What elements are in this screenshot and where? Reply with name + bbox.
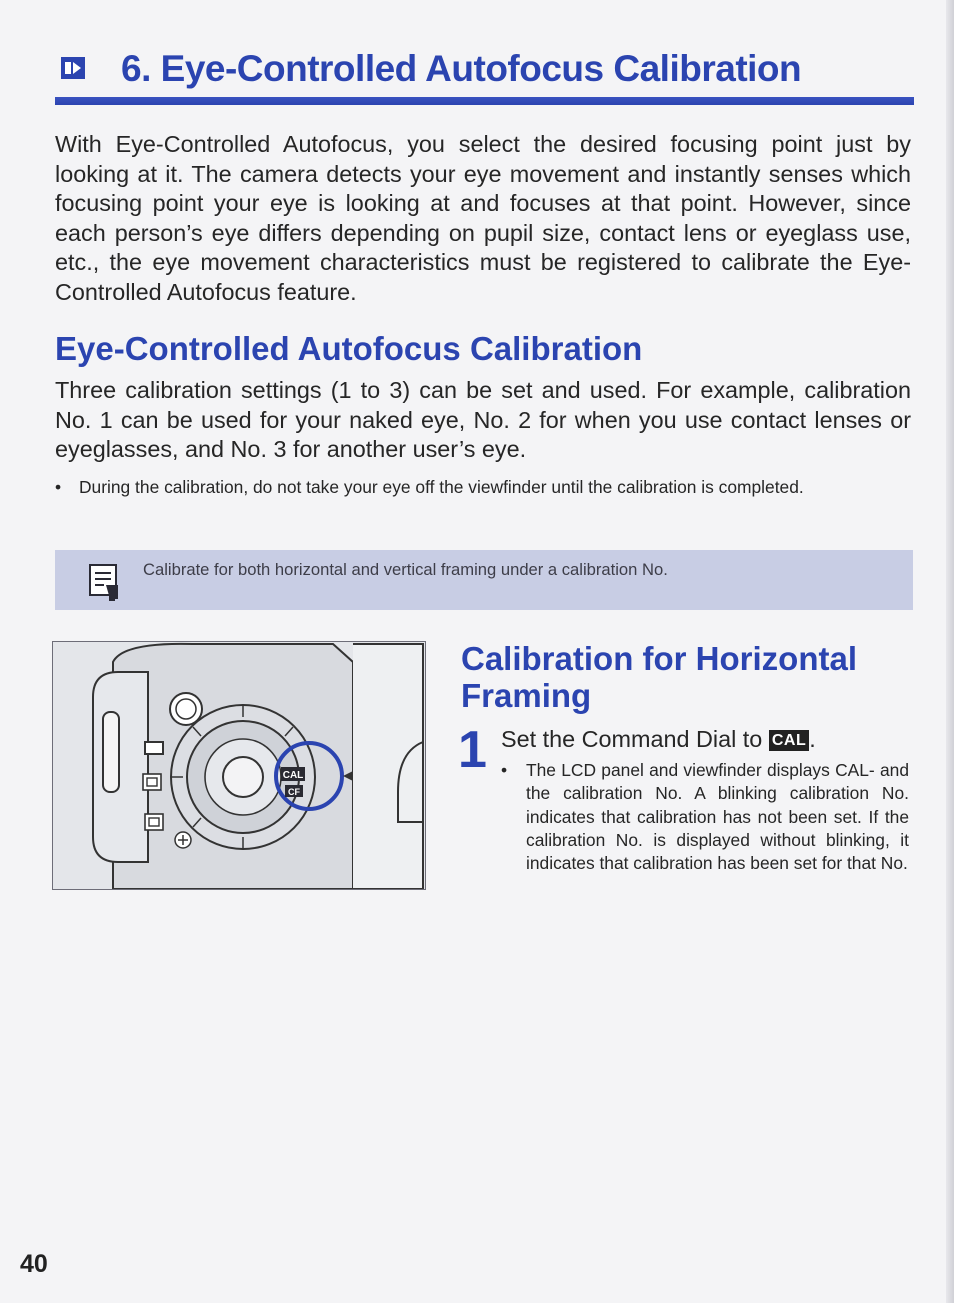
bullet-dot: • — [55, 477, 62, 497]
step-text: Set the Command Dial to — [501, 726, 763, 752]
camera-drawing — [53, 642, 425, 889]
page-edge — [946, 0, 954, 1303]
step-bullet-text: The LCD panel and viewfinder displays CAL- and the calibration No. A blinking calibration No. indicates that calibration has not been set. If the calibration No. is displayed without blinking, it indicates that calibration has been set for that No. — [526, 760, 909, 874]
camera-dial-illustration — [52, 641, 426, 890]
step-instruction — [501, 726, 816, 753]
memo-icon — [88, 563, 122, 603]
step-number: 1 — [458, 721, 487, 779]
calibration-bullet — [55, 476, 911, 499]
note-band — [55, 550, 913, 610]
step-period: . — [809, 726, 816, 752]
title-rule — [55, 97, 914, 105]
note-text: Calibrate for both horizontal and vertical framing under a calibration No. — [143, 560, 668, 579]
settings-paragraph: Three calibration settings (1 to 3) can be set and used. For example, calibration No. 1 can be used for your naked eye, No. 2 for when you use contact lenses or eyeglasses, and No. 3 for another user’s eye. — [55, 377, 911, 463]
bullet-text: During the calibration, do not take your eye off the viewfinder until the calibration is completed. — [79, 477, 804, 497]
page-title: 6. Eye-Controlled Autofocus Calibration — [121, 48, 802, 89]
horizontal-framing-heading: Calibration for Horizontal Framing — [461, 640, 857, 714]
section-heading: Eye-Controlled Autofocus Calibration — [55, 330, 643, 367]
dial-label-cal: CAL — [282, 770, 304, 781]
cal-mode-badge: CAL — [769, 730, 809, 751]
intro-paragraph: With Eye-Controlled Autofocus, you select the desired focusing point just by looking at it. The camera detects your eye movement and instantly senses which focusing point your eye is looking at and focuses at that point. However, since each person’s eye differs depending on pupil size, contact lens or eyeglass use, etc., the eye movement characteristics must be registered to calibrate the Eye-Controlled Autofocus feature. — [55, 131, 911, 305]
step-bullet — [501, 759, 909, 875]
dial-label-cf: CF — [288, 787, 300, 797]
page-number: 40 — [20, 1250, 48, 1278]
bullet-dot: • — [501, 760, 508, 780]
eye-control-chapter-icon — [60, 56, 86, 80]
